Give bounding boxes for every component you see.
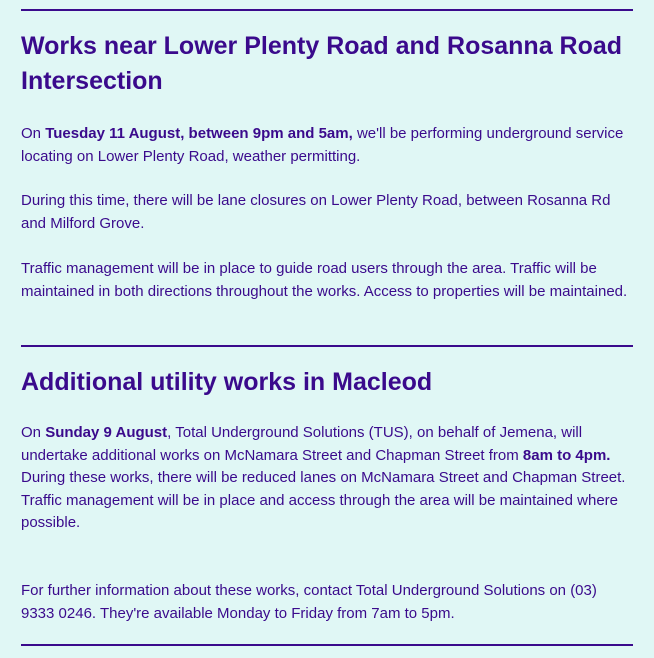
- works-description: we'll be performing underground service locating on Lower Plenty Road, weather permitting.: [21, 125, 624, 165]
- divider-middle: [21, 345, 633, 347]
- macleod-hours-emphasis: 8am to 4pm.: [522, 446, 611, 464]
- text-on: On: [21, 424, 46, 441]
- divider-top: [21, 9, 633, 11]
- macleod-works-paragraph: [21, 422, 633, 535]
- section-heading-lower-plenty: Works near Lower Plenty Road and Rosanna Road Intersection: [21, 32, 623, 95]
- works-date-paragraph: [21, 123, 633, 168]
- works-date-emphasis: Tuesday 11 August, between 9pm and 5am,: [45, 125, 353, 142]
- macleod-description: , Total Underground Solutions (TUS), on behalf of Jemena, will undertake additional works on McNamara Street and Chapman Street from: [21, 424, 583, 464]
- text-on: On: [21, 125, 46, 142]
- divider-bottom: [21, 644, 633, 646]
- lane-closures-paragraph: During this time, there will be lane closures on Lower Plenty Road, between Rosanna Rd and Milford Grove.: [21, 192, 611, 232]
- reduced-lanes-text: During these works, there will be reduced lanes on McNamara Street and Chapman Street.: [21, 469, 626, 486]
- section-heading-macleod: Additional utility works in Macleod: [21, 368, 433, 396]
- macleod-date-emphasis: Sunday 9 August: [45, 424, 168, 441]
- traffic-management-paragraph: Traffic management will be in place to guide road users through the area. Traffic will be maintained in both directions throughout the works. Access to properties will be maintained.: [21, 260, 628, 300]
- macleod-traffic-text: Traffic management will be in place and access through the area will be maintained where possible.: [21, 491, 618, 531]
- contact-info-paragraph: For further information about these works, contact Total Underground Solutions on (03) 9333 0246. They're available Monday to Friday from 7am to 5pm.: [21, 582, 597, 622]
